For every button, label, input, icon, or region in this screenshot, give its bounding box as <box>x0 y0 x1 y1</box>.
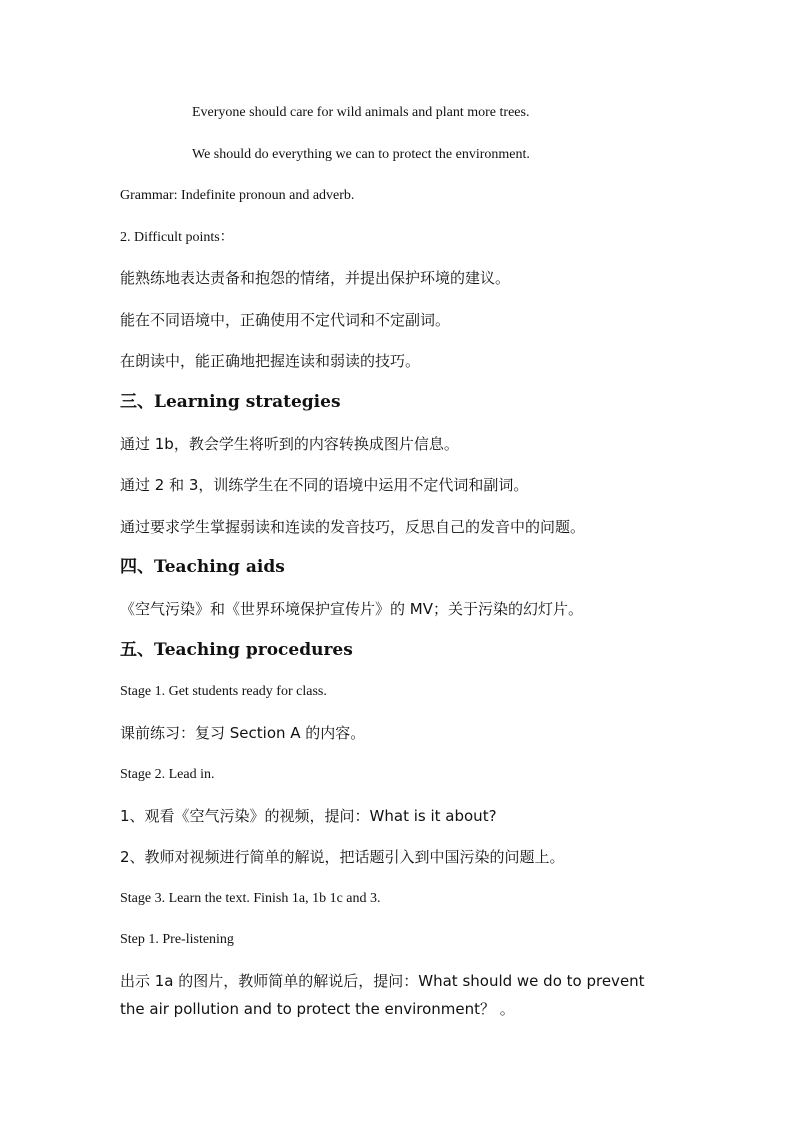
section-learning-strategies: 三、Learning strategies <box>120 392 341 412</box>
strategy-1: 通过 1b，教会学生将听到的内容转换成图片信息。 <box>120 435 459 453</box>
stage-2-item-2: 2、教师对视频进行简单的解说，把话题引入到中国污染的问题上。 <box>120 848 565 866</box>
stage-3-title: Stage 3. Learn the text. Finish 1a, 1b 1c and 3. <box>120 891 381 906</box>
step-1-title: Step 1. Pre-listening <box>120 932 234 947</box>
stage-1-detail: 课前练习：复习 Section A 的内容。 <box>120 724 366 742</box>
stage-2-item-1: 1、观看《空气污染》的视频，提问：What is it about? <box>120 807 497 825</box>
teaching-aids-text: 《空气污染》和《世界环境保护宣传片》的 MV；关于污染的幻灯片。 <box>120 600 583 618</box>
grammar-line: Grammar: Indefinite pronoun and adverb. <box>120 188 355 203</box>
difficult-point-1: 能熟练地表达责备和抱怨的情绪，并提出保护环境的建议。 <box>120 269 511 287</box>
difficult-points-heading: 2. Difficult points： <box>120 230 234 245</box>
strategy-3: 通过要求学生掌握弱读和连读的发音技巧，反思自己的发音中的问题。 <box>120 518 586 536</box>
objective-line-1: Everyone should care for wild animals and plant more trees. <box>192 105 530 120</box>
section-teaching-procedures: 五、Teaching procedures <box>120 640 353 660</box>
section-teaching-aids: 四、Teaching aids <box>120 557 285 577</box>
strategy-2: 通过 2 和 3，训练学生在不同的语境中运用不定代词和副词。 <box>120 476 529 494</box>
step-1-detail: 出示 1a 的图片，教师简单的解说后，提问：What should we do to prevent the air pollution and to protect the environment？ 。 <box>120 972 645 1018</box>
stage-2-title: Stage 2. Lead in. <box>120 767 215 782</box>
difficult-point-3: 在朗读中，能正确地把握连读和弱读的技巧。 <box>120 352 421 370</box>
stage-1-title: Stage 1. Get students ready for class. <box>120 684 327 699</box>
objective-line-2: We should do everything we can to protect the environment. <box>192 147 530 162</box>
difficult-point-2: 能在不同语境中，正确使用不定代词和不定副词。 <box>120 311 451 329</box>
